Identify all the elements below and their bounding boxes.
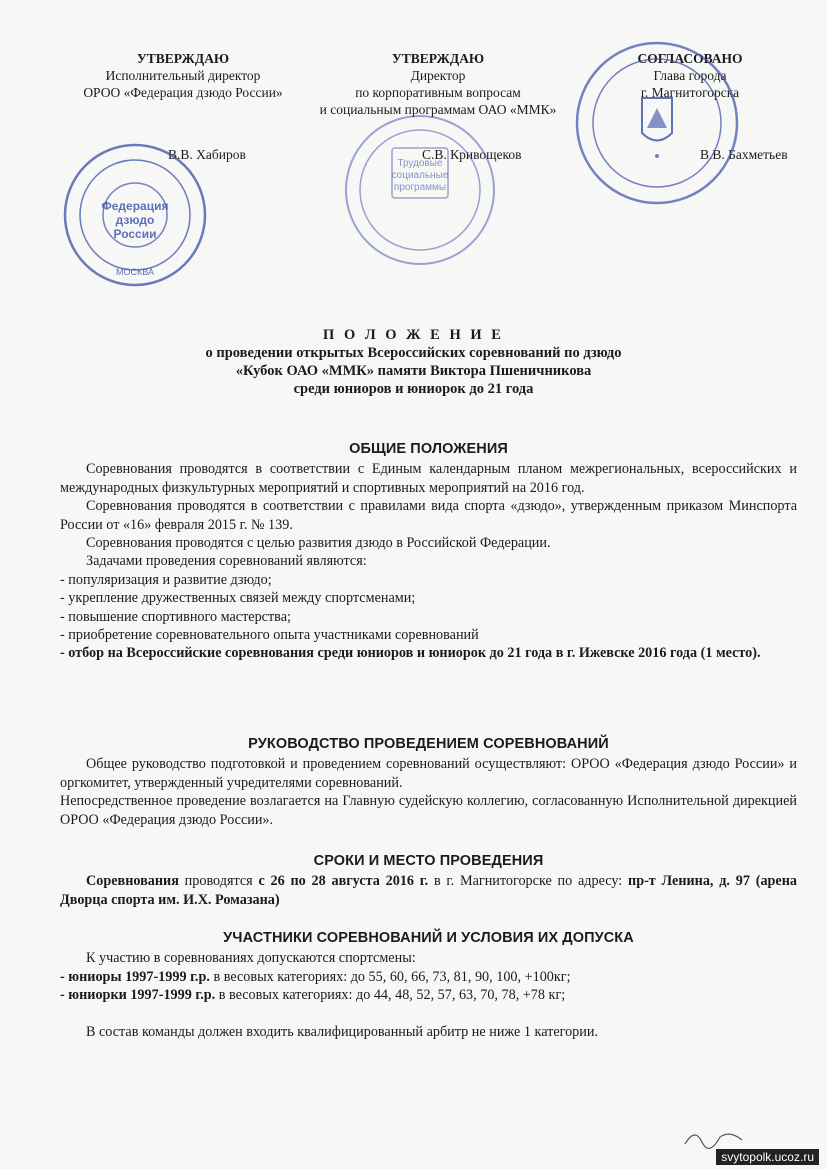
approval-position: Директор: [410, 68, 466, 83]
section-title: СРОКИ И МЕСТО ПРОВЕДЕНИЯ: [313, 853, 544, 869]
list-item: - повышение спортивного мастерства;: [60, 608, 291, 625]
list-item: - приобретение соревновательного опыта участниками соревнований: [60, 627, 479, 644]
document-heading: П О Л О Ж Е Н И Е: [323, 327, 504, 343]
section-schedule: [60, 852, 797, 909]
paragraph: Задачами проведения соревнований являются:: [86, 553, 367, 570]
list-item: [60, 986, 797, 1004]
document-subtitle-2: «Кубок ОАО «ММК» памяти Виктора Пшеничникова: [235, 363, 592, 379]
paragraph: Соревнования проводятся с целью развития дзюдо в Российской Федерации.: [86, 535, 551, 552]
document-subtitle-3: среди юниоров и юниорок до 21 года: [293, 381, 534, 397]
approval-signer: В.В. Хабиров: [168, 147, 246, 162]
svg-text:социальные: социальные: [391, 170, 449, 181]
approval-title: УТВЕРЖДАЮ: [391, 51, 485, 66]
approval-position: Исполнительный директор: [105, 68, 261, 83]
paragraph: Соревнования проводятся в соответствии с правилами вида спорта «дзюдо», утвержденным приказом Минспорта России от «16» февраля 2015 г. № 139.: [60, 498, 797, 533]
schedule-dates: с 26 по 28 августа 2016 г.: [258, 873, 429, 890]
schedule-address: пр-т Ленина, д. 97 (арена Дворца спорта им. И.Х. Ромазана): [60, 873, 797, 908]
federation-stamp-icon: [60, 140, 210, 290]
schedule-text-2: в г. Магнитогорске по адресу:: [428, 873, 629, 890]
footer-site-link[interactable]: svytopolk.ucoz.ru: [716, 1149, 819, 1165]
list-item: [60, 968, 797, 986]
approval-block-2: [298, 50, 578, 162]
section-title: РУКОВОДСТВО ПРОВЕДЕНИЕМ СОРЕВНОВАНИЙ: [248, 736, 609, 752]
schedule-text-1: проводятся: [178, 873, 259, 890]
signature-icon: [680, 1122, 750, 1152]
juniorki-label: - юниорки 1997-1999 г.р.: [60, 987, 216, 1004]
approval-signer: С.В. Кривощеков: [422, 147, 522, 162]
approval-signer: В.В. Бахметьев: [700, 147, 788, 162]
svg-text:МОСКВА: МОСКВА: [116, 267, 154, 277]
svg-text:программы: программы: [393, 182, 447, 193]
approval-organization-2: и социальным программам ОАО «ММК»: [319, 102, 557, 117]
approval-organization: г. Магнитогорска: [640, 85, 740, 100]
paragraph: Общее руководство подготовкой и проведением соревнований осуществляют: ОРОО «Федерация дзюдо России» и оргкомитет, утвержденный учредителями соревнований.: [60, 756, 797, 791]
juniors-label: - юниоры 1997-1999 г.р.: [60, 968, 210, 985]
svg-text:Трудовые: Трудовые: [397, 158, 443, 169]
city-administration-stamp-icon: [572, 38, 742, 208]
paragraph: В состав команды должен входить квалифицированный арбитр не ниже 1 категории.: [86, 1023, 599, 1040]
svg-text:дзюдо: дзюдо: [115, 213, 155, 227]
document-subtitle-1: о проведении открытых Всероссийских соревнований по дзюдо: [205, 345, 622, 361]
approval-block-1: [52, 50, 314, 162]
juniors-weights: в весовых категориях: до 55, 60, 66, 73, 81, 90, 100, +100кг;: [209, 968, 571, 985]
section-general: [60, 440, 797, 663]
list-item: - отбор на Всероссийские соревнования среди юниоров и юниорок до 21 года в г. Ижевске 2016 года (1 место).: [60, 645, 761, 662]
svg-text:России: России: [113, 227, 157, 241]
list-item: - укрепление дружественных связей между спортсменами;: [60, 590, 416, 607]
paragraph: Соревнования проводятся в соответствии с Единым календарным планом межрегиональных, всероссийских и международных физкультурных мероприятий и спортивных мероприятий на 2016 год.: [60, 461, 797, 496]
document-title: [0, 326, 827, 398]
approval-position: Глава города: [653, 68, 727, 83]
approval-organization: по корпоративным вопросам: [355, 85, 521, 100]
section-participants: [60, 929, 797, 1041]
section-management: [60, 735, 797, 829]
section-title: ОБЩИЕ ПОЛОЖЕНИЯ: [349, 441, 508, 457]
svg-text:Федерация: Федерация: [101, 199, 169, 213]
list-item: - популяризация и развитие дзюдо;: [60, 571, 272, 588]
approval-title: УТВЕРЖДАЮ: [136, 51, 230, 66]
paragraph: [60, 872, 797, 909]
section-title: УЧАСТНИКИ СОРЕВНОВАНИЙ И УСЛОВИЯ ИХ ДОПУСКА: [223, 930, 634, 946]
spacer: [60, 1005, 797, 1023]
juniorki-weights: в весовых категориях: до 44, 48, 52, 57, 63, 70, 78, +78 кг;: [215, 987, 566, 1004]
paragraph: Непосредственное проведение возлагается на Главную судейскую коллегию, согласованную Исполнительной дирекцией ОРОО «Федерация дзюдо России».: [60, 793, 797, 828]
paragraph: К участию в соревнованиях допускаются спортсмены:: [86, 950, 416, 967]
approval-organization: ОРОО «Федерация дзюдо России»: [83, 85, 283, 100]
mmk-stamp-icon: [340, 110, 500, 270]
schedule-lead: Соревнования: [86, 873, 179, 890]
approval-title: СОГЛАСОВАНО: [637, 51, 743, 66]
